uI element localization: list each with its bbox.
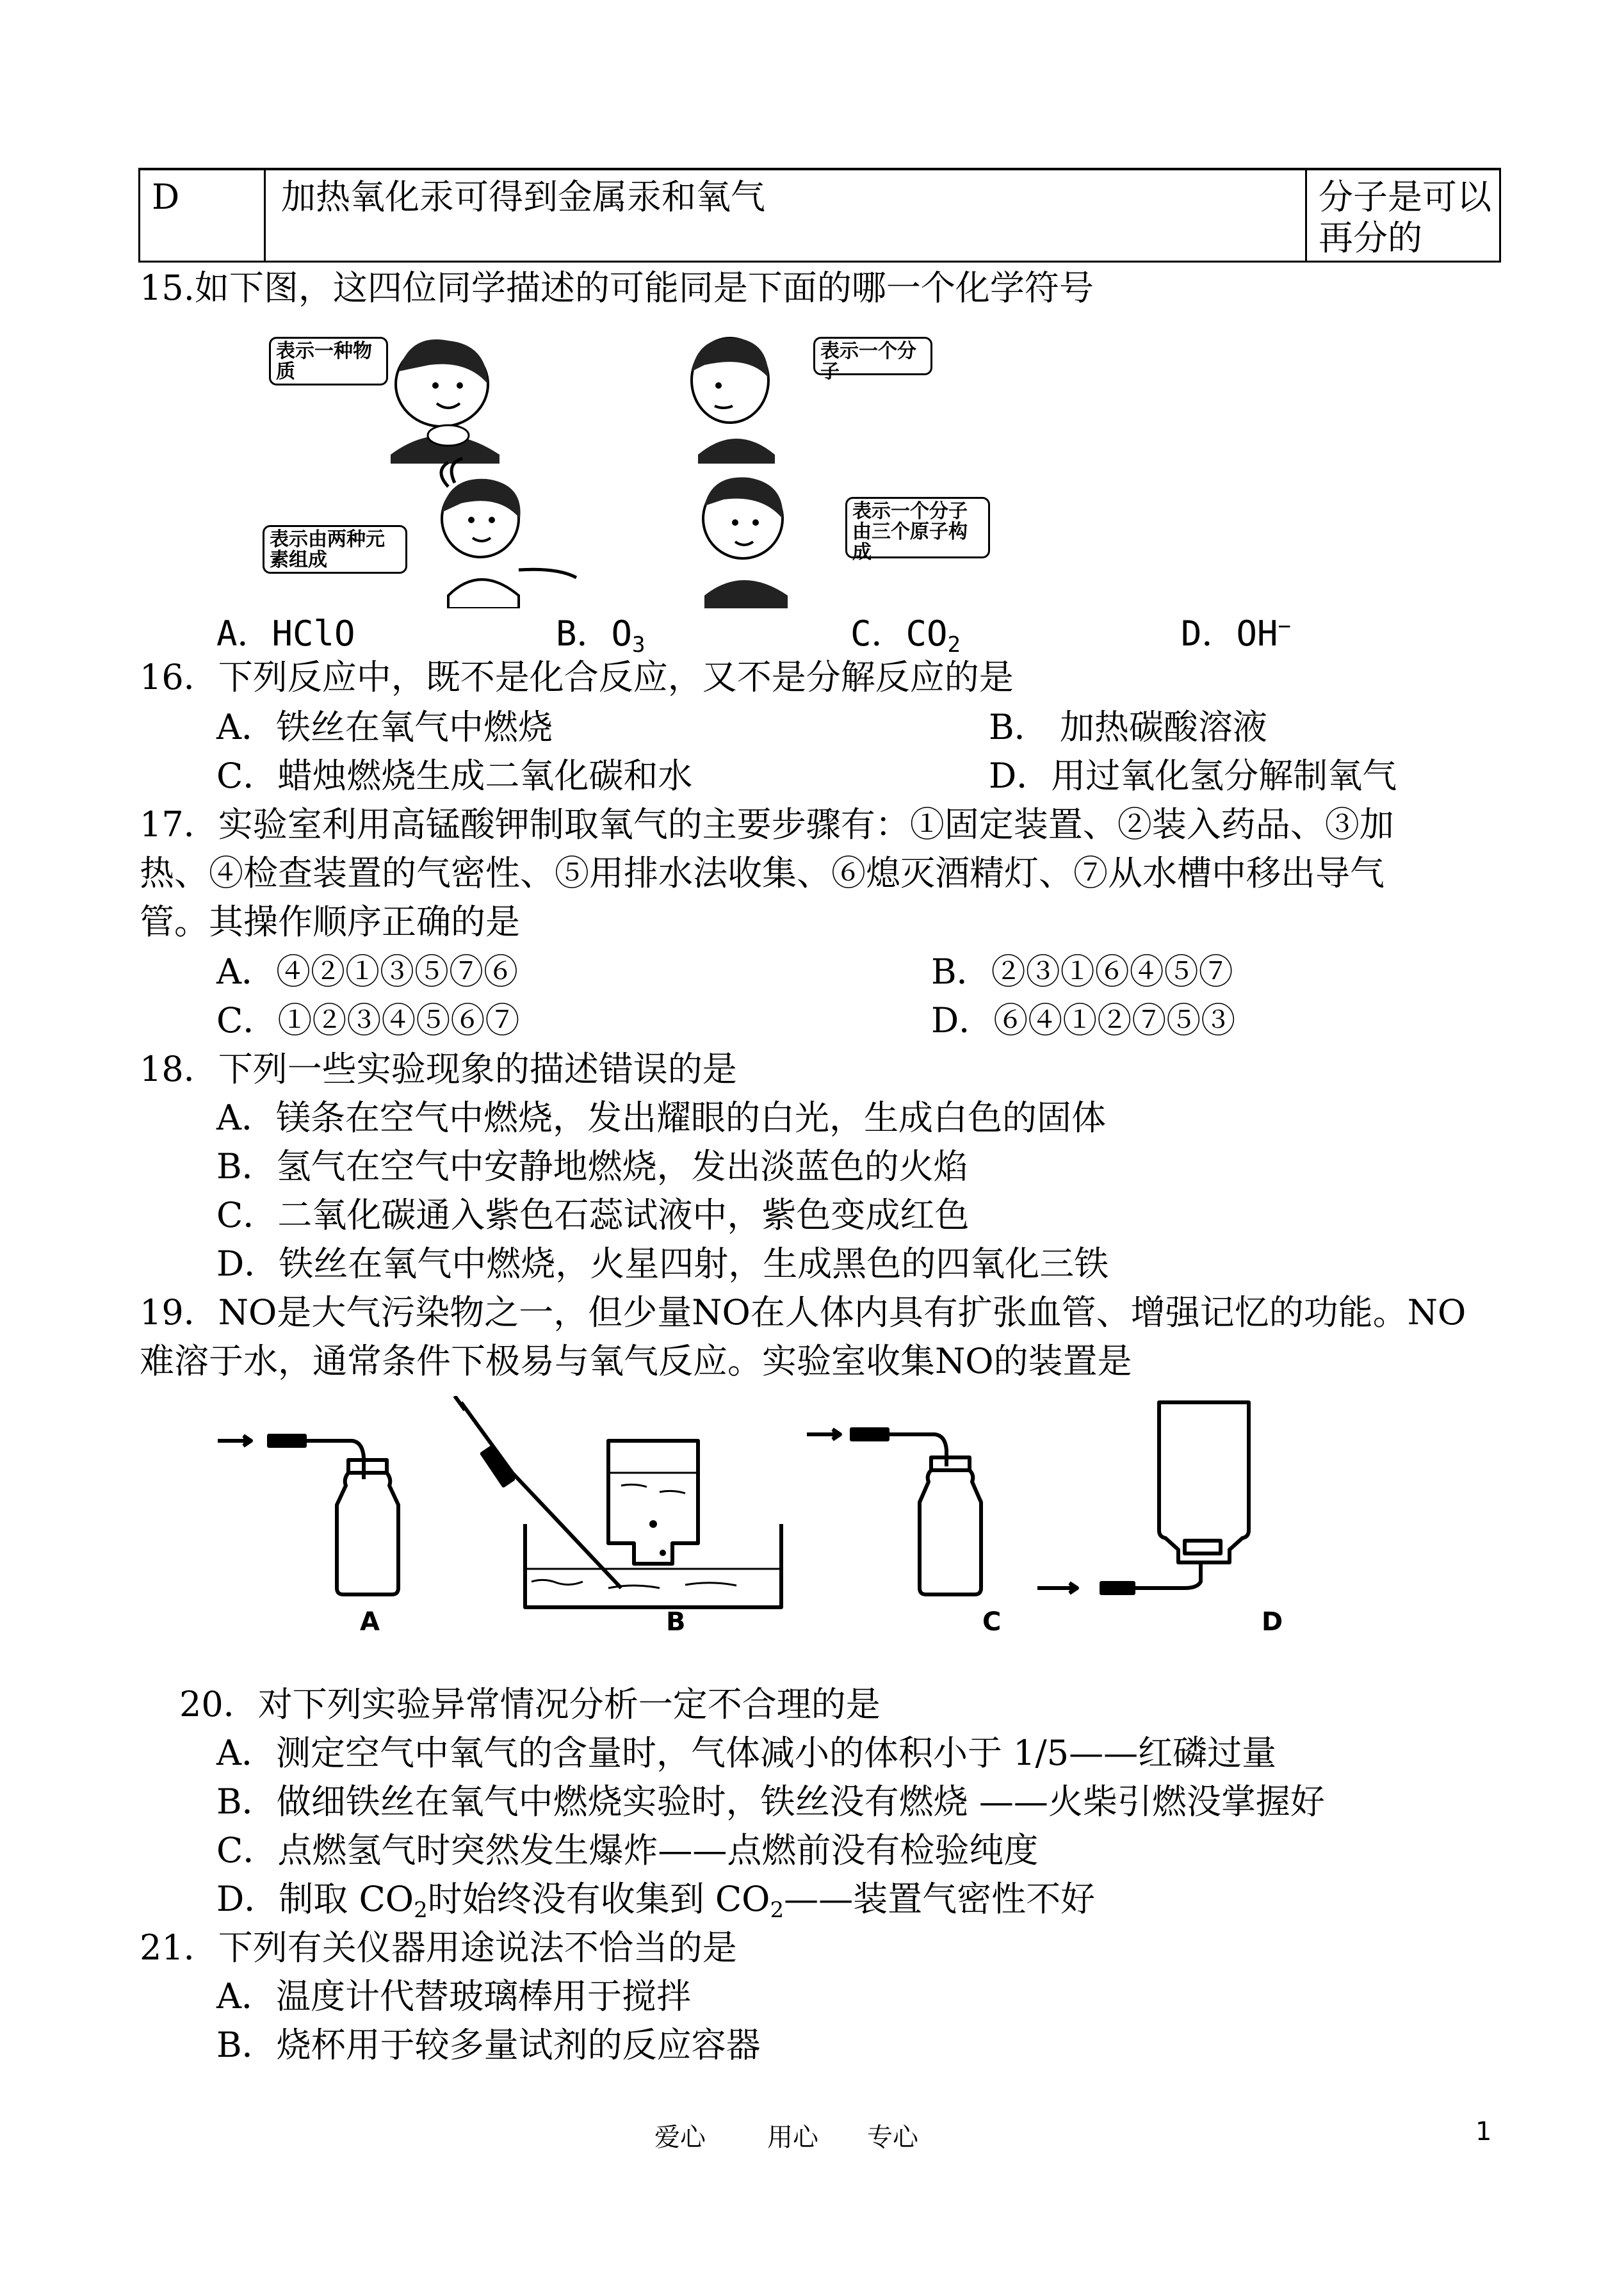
q20-option-a: A．测定空气中氧气的含量时，气体减小的体积小于 1/5——红磷过量 [216, 1733, 1277, 1773]
footer-motto-2: 用心 [767, 2123, 818, 2152]
question-15-stem: 15.如下图，这四位同学描述的可能同是下面的哪一个化学符号 [140, 268, 1094, 308]
question-17-line-2: 热、④检查装置的气密性、⑤用排水法收集、⑥熄灭酒精灯、⑦从水槽中移出导气 [140, 853, 1384, 893]
cell-text: 加热氧化汞可得到金属汞和氧气 [281, 177, 765, 217]
answer-table-row [138, 168, 1501, 263]
table-cell-conclusion [1307, 170, 1499, 261]
question-21-stem: 21．下列有关仪器用途说法不恰当的是 [140, 1927, 737, 1968]
q21-option-a: A．温度计代替玻璃棒用于搅拌 [216, 1976, 691, 2016]
q20-option-d [216, 1879, 1096, 1923]
table-cell-fact [266, 170, 1307, 261]
speech-bubble-2: 表示一个分子 [813, 337, 932, 375]
speech-bubble-3: 表示由两种元素组成 [263, 525, 407, 574]
student-1-figure [391, 339, 499, 464]
q17-option-c: C．①②③④⑤⑥⑦ [216, 1000, 520, 1041]
q15-option-a [216, 613, 355, 654]
question-18-stem: 18．下列一些实验现象的描述错误的是 [140, 1049, 737, 1089]
footer-motto-1: 爱心 [654, 2123, 706, 2152]
q18-option-a: A．镁条在空气中燃烧，发出耀眼的白光，生成白色的固体 [216, 1098, 1106, 1138]
apparatus-a [218, 1436, 398, 1594]
speech-bubble-4: 表示一个分子由三个原子构成 [845, 497, 990, 558]
superscript: − [1278, 613, 1292, 639]
footer-motto-3: 专心 [867, 2123, 918, 2152]
question-19-line-1: 19．NO是大气污染物之一，但少量NO在人体内具有扩张血管、增强记忆的功能。NO [140, 1292, 1466, 1333]
question-19-line-2: 难溶于水，通常条件下极易与氧气反应。实验室收集NO的装置是 [140, 1341, 1132, 1381]
q16-option-d: D．用过氧化氢分解制氧气 [989, 756, 1397, 796]
question-16-stem: 16．下列反应中，既不是化合反应，又不是分解反应的是 [140, 657, 1014, 697]
question-17-line-3: 管。其操作顺序正确的是 [140, 902, 520, 942]
question-20-stem: 20．对下列实验异常情况分析一定不合理的是 [179, 1684, 881, 1724]
q21-option-b: B．烧杯用于较多量试剂的反应容器 [216, 2025, 761, 2065]
option-text: ——装置气密性不好 [784, 1879, 1096, 1919]
student-2-figure [692, 338, 775, 464]
student-3-figure [441, 458, 576, 608]
q16-option-c: C．蜡烛燃烧生成二氧化碳和水 [216, 756, 693, 796]
q20-option-c: C．点燃氢气时突然发生爆炸——点燃前没有检验纯度 [216, 1830, 1039, 1870]
page-number: 1 [1475, 2117, 1492, 2146]
apparatus-d [1037, 1402, 1249, 1593]
question-17-line-1: 17．实验室利用高锰酸钾制取氧气的主要步骤有：①固定装置、②装入药品、③加 [140, 804, 1394, 845]
q15-option-c [850, 613, 961, 658]
figure-label-a: A [360, 1607, 380, 1637]
option-text: A．HClO [216, 613, 355, 654]
apparatus-c [807, 1429, 981, 1594]
cell-text: D [152, 177, 180, 217]
subscript: 3 [632, 632, 646, 658]
option-text: C．CO [850, 613, 948, 654]
table-cell-letter [140, 170, 266, 261]
q17-option-a: A．④②①③⑤⑦⑥ [216, 952, 518, 992]
figure-label-c: C [982, 1607, 1002, 1637]
option-text: D．制取 CO [216, 1879, 414, 1919]
apparatus-b [455, 1396, 781, 1607]
student-4-figure [703, 477, 788, 608]
q16-option-b: B． 加热碳酸溶液 [989, 707, 1267, 747]
subscript: 2 [947, 632, 961, 658]
option-text: B．O [556, 613, 633, 654]
q17-option-b: B．②③①⑥④⑤⑦ [931, 952, 1233, 992]
cell-text: 分子是可以再分的 [1319, 177, 1491, 258]
subscript: 2 [770, 1897, 784, 1923]
q17-option-d: D．⑥④①②⑦⑤③ [931, 1000, 1236, 1041]
figure-label-b: B [666, 1607, 686, 1637]
q18-option-b: B．氢气在空气中安静地燃烧，发出淡蓝色的火焰 [216, 1146, 968, 1187]
q20-option-b: B．做细铁丝在氧气中燃烧实验时，铁丝没有燃烧 ——火柴引燃没掌握好 [216, 1781, 1325, 1822]
q18-option-c: C．二氧化碳通入紫色石蕊试液中，紫色变成红色 [216, 1195, 970, 1235]
option-text: 时始终没有收集到 CO [427, 1879, 770, 1919]
q16-option-a: A．铁丝在氧气中燃烧 [216, 707, 553, 747]
q15-option-b [556, 613, 646, 658]
speech-bubble-1: 表示一种物质 [269, 337, 388, 385]
option-text: D．OH [1181, 613, 1278, 654]
q15-option-d [1181, 613, 1291, 654]
q18-option-d: D．铁丝在氧气中燃烧，火星四射，生成黑色的四氧化三铁 [216, 1244, 1109, 1284]
figure-label-d: D [1262, 1607, 1283, 1637]
subscript: 2 [414, 1897, 428, 1923]
